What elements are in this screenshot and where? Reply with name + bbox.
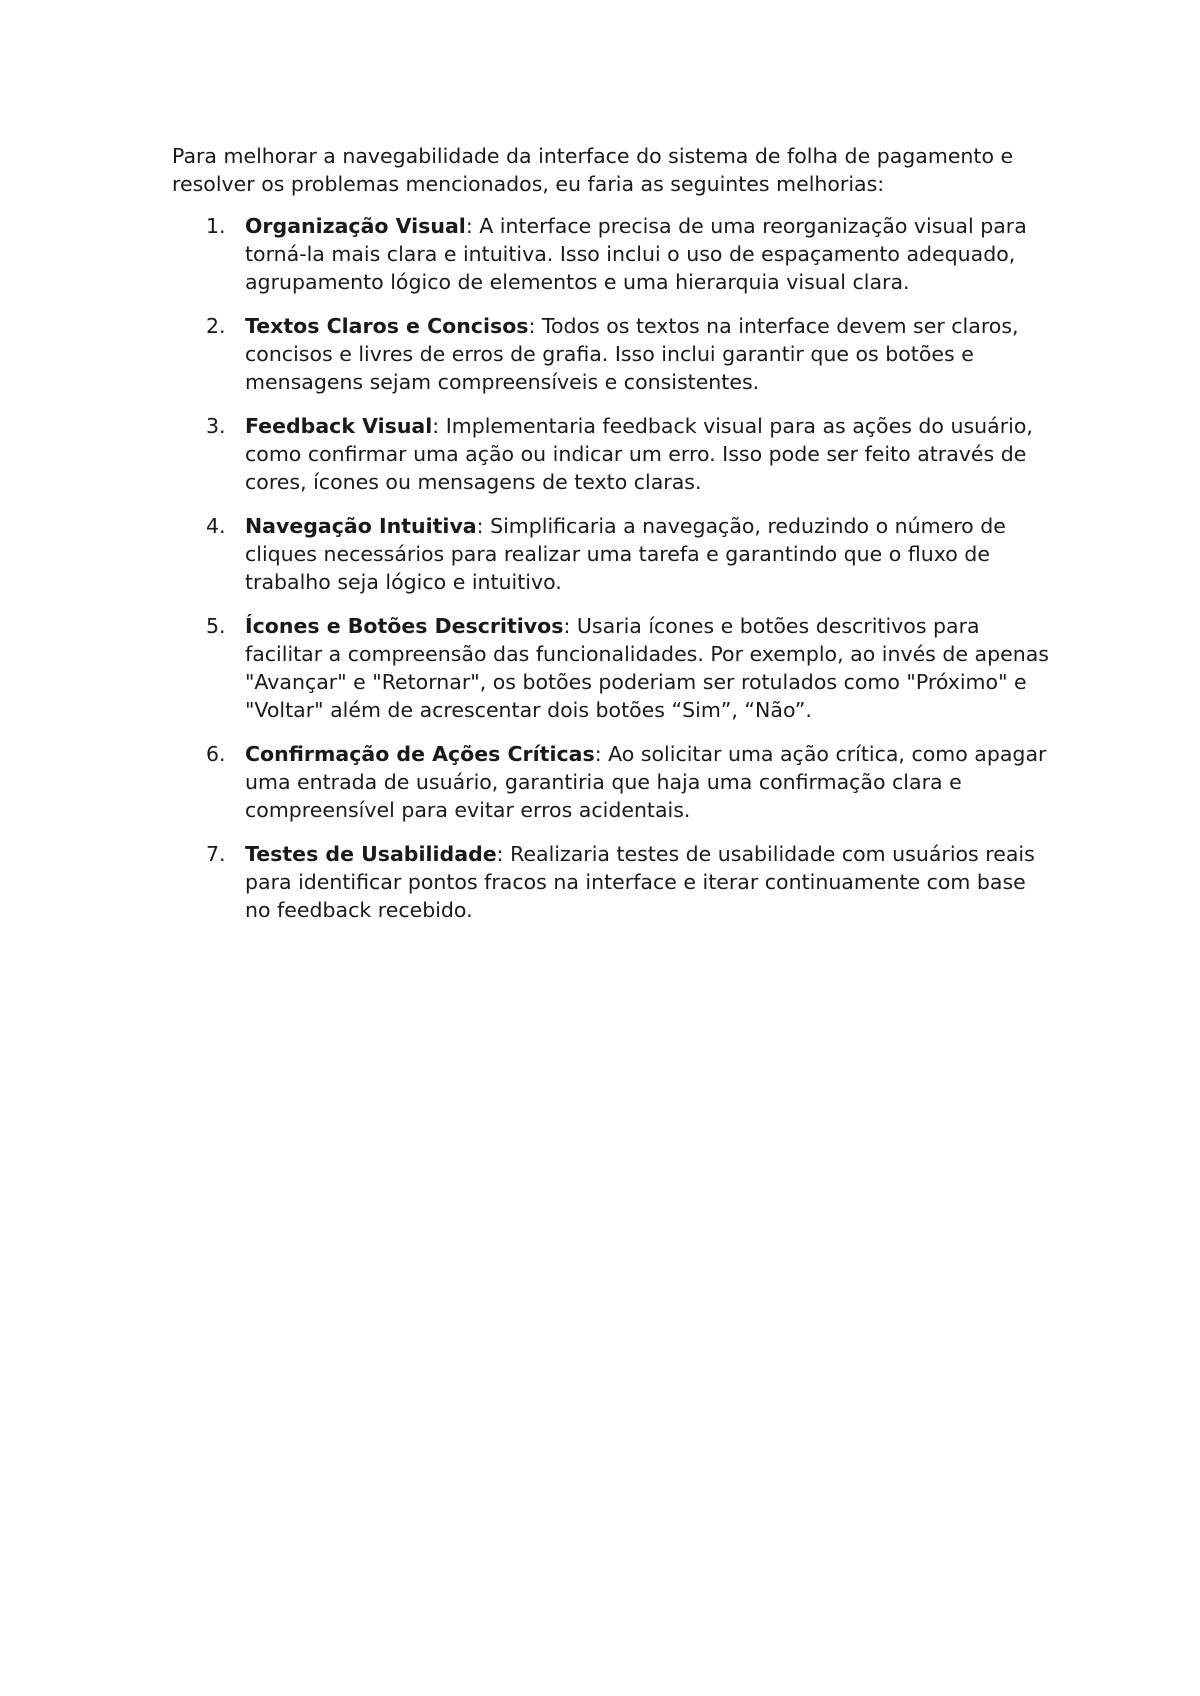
item-title: Ícones e Botões Descritivos xyxy=(245,614,564,638)
item-title: Navegação Intuitiva xyxy=(245,514,477,538)
improvements-list xyxy=(172,212,1052,924)
item-title: Textos Claros e Concisos xyxy=(245,314,529,338)
item-text: : Todos os textos na interface devem ser claros, concisos e livres de erros de grafia. Isso inclui garantir que os botões e mensagens sejam compreensíveis e consistentes. xyxy=(245,314,1019,394)
item-number: 3. xyxy=(206,414,226,438)
item-number: 1. xyxy=(206,214,226,238)
item-number: 6. xyxy=(206,742,226,766)
item-text: : Usaria ícones e botões descritivos para facilitar a compreensão das funcionalidades. Por exemplo, ao invés de apenas "Avançar" e "Retornar", os botões poderiam ser rotulados como "Próximo" e "Voltar" além de acrescentar dois botões “Sim”, “Não”. xyxy=(245,614,1049,722)
item-title: Confirmação de Ações Críticas xyxy=(245,742,595,766)
item-number: 2. xyxy=(206,314,226,338)
item-title: Organização Visual xyxy=(245,214,466,238)
list-item xyxy=(172,512,1052,596)
item-text: : Realizaria testes de usabilidade com usuários reais para identificar pontos fracos na interface e iterar continuamente com base no feedback recebido. xyxy=(245,842,1035,922)
list-item xyxy=(172,840,1052,924)
item-number: 7. xyxy=(206,842,226,866)
item-text: : Implementaria feedback visual para as ações do usuário, como confirmar uma ação ou indicar um erro. Isso pode ser feito através de cores, ícones ou mensagens de texto claras. xyxy=(245,414,1033,494)
item-text: : Simplificaria a navegação, reduzindo o número de cliques necessários para realizar uma tarefa e garantindo que o fluxo de trabalho seja lógico e intuitivo. xyxy=(245,514,1006,594)
list-item xyxy=(172,312,1052,396)
item-title: Feedback Visual xyxy=(245,414,433,438)
intro-paragraph: Para melhorar a navegabilidade da interface do sistema de folha de pagamento e resolver os problemas mencionados, eu faria as seguintes melhorias: xyxy=(172,144,1014,196)
list-item xyxy=(172,212,1052,296)
document-body xyxy=(172,142,1052,940)
item-text: : Ao solicitar uma ação crítica, como apagar uma entrada de usuário, garantiria que haja uma confirmação clara e compreensível para evitar erros acidentais. xyxy=(245,742,1047,822)
item-number: 4. xyxy=(206,514,226,538)
item-text: : A interface precisa de uma reorganização visual para torná-la mais clara e intuitiva. Isso inclui o uso de espaçamento adequado, agrupamento lógico de elementos e uma hierarquia visual clara. xyxy=(245,214,1027,294)
list-item xyxy=(172,612,1052,724)
item-number: 5. xyxy=(206,614,226,638)
list-item xyxy=(172,412,1052,496)
item-title: Testes de Usabilidade xyxy=(245,842,497,866)
list-item xyxy=(172,740,1052,824)
